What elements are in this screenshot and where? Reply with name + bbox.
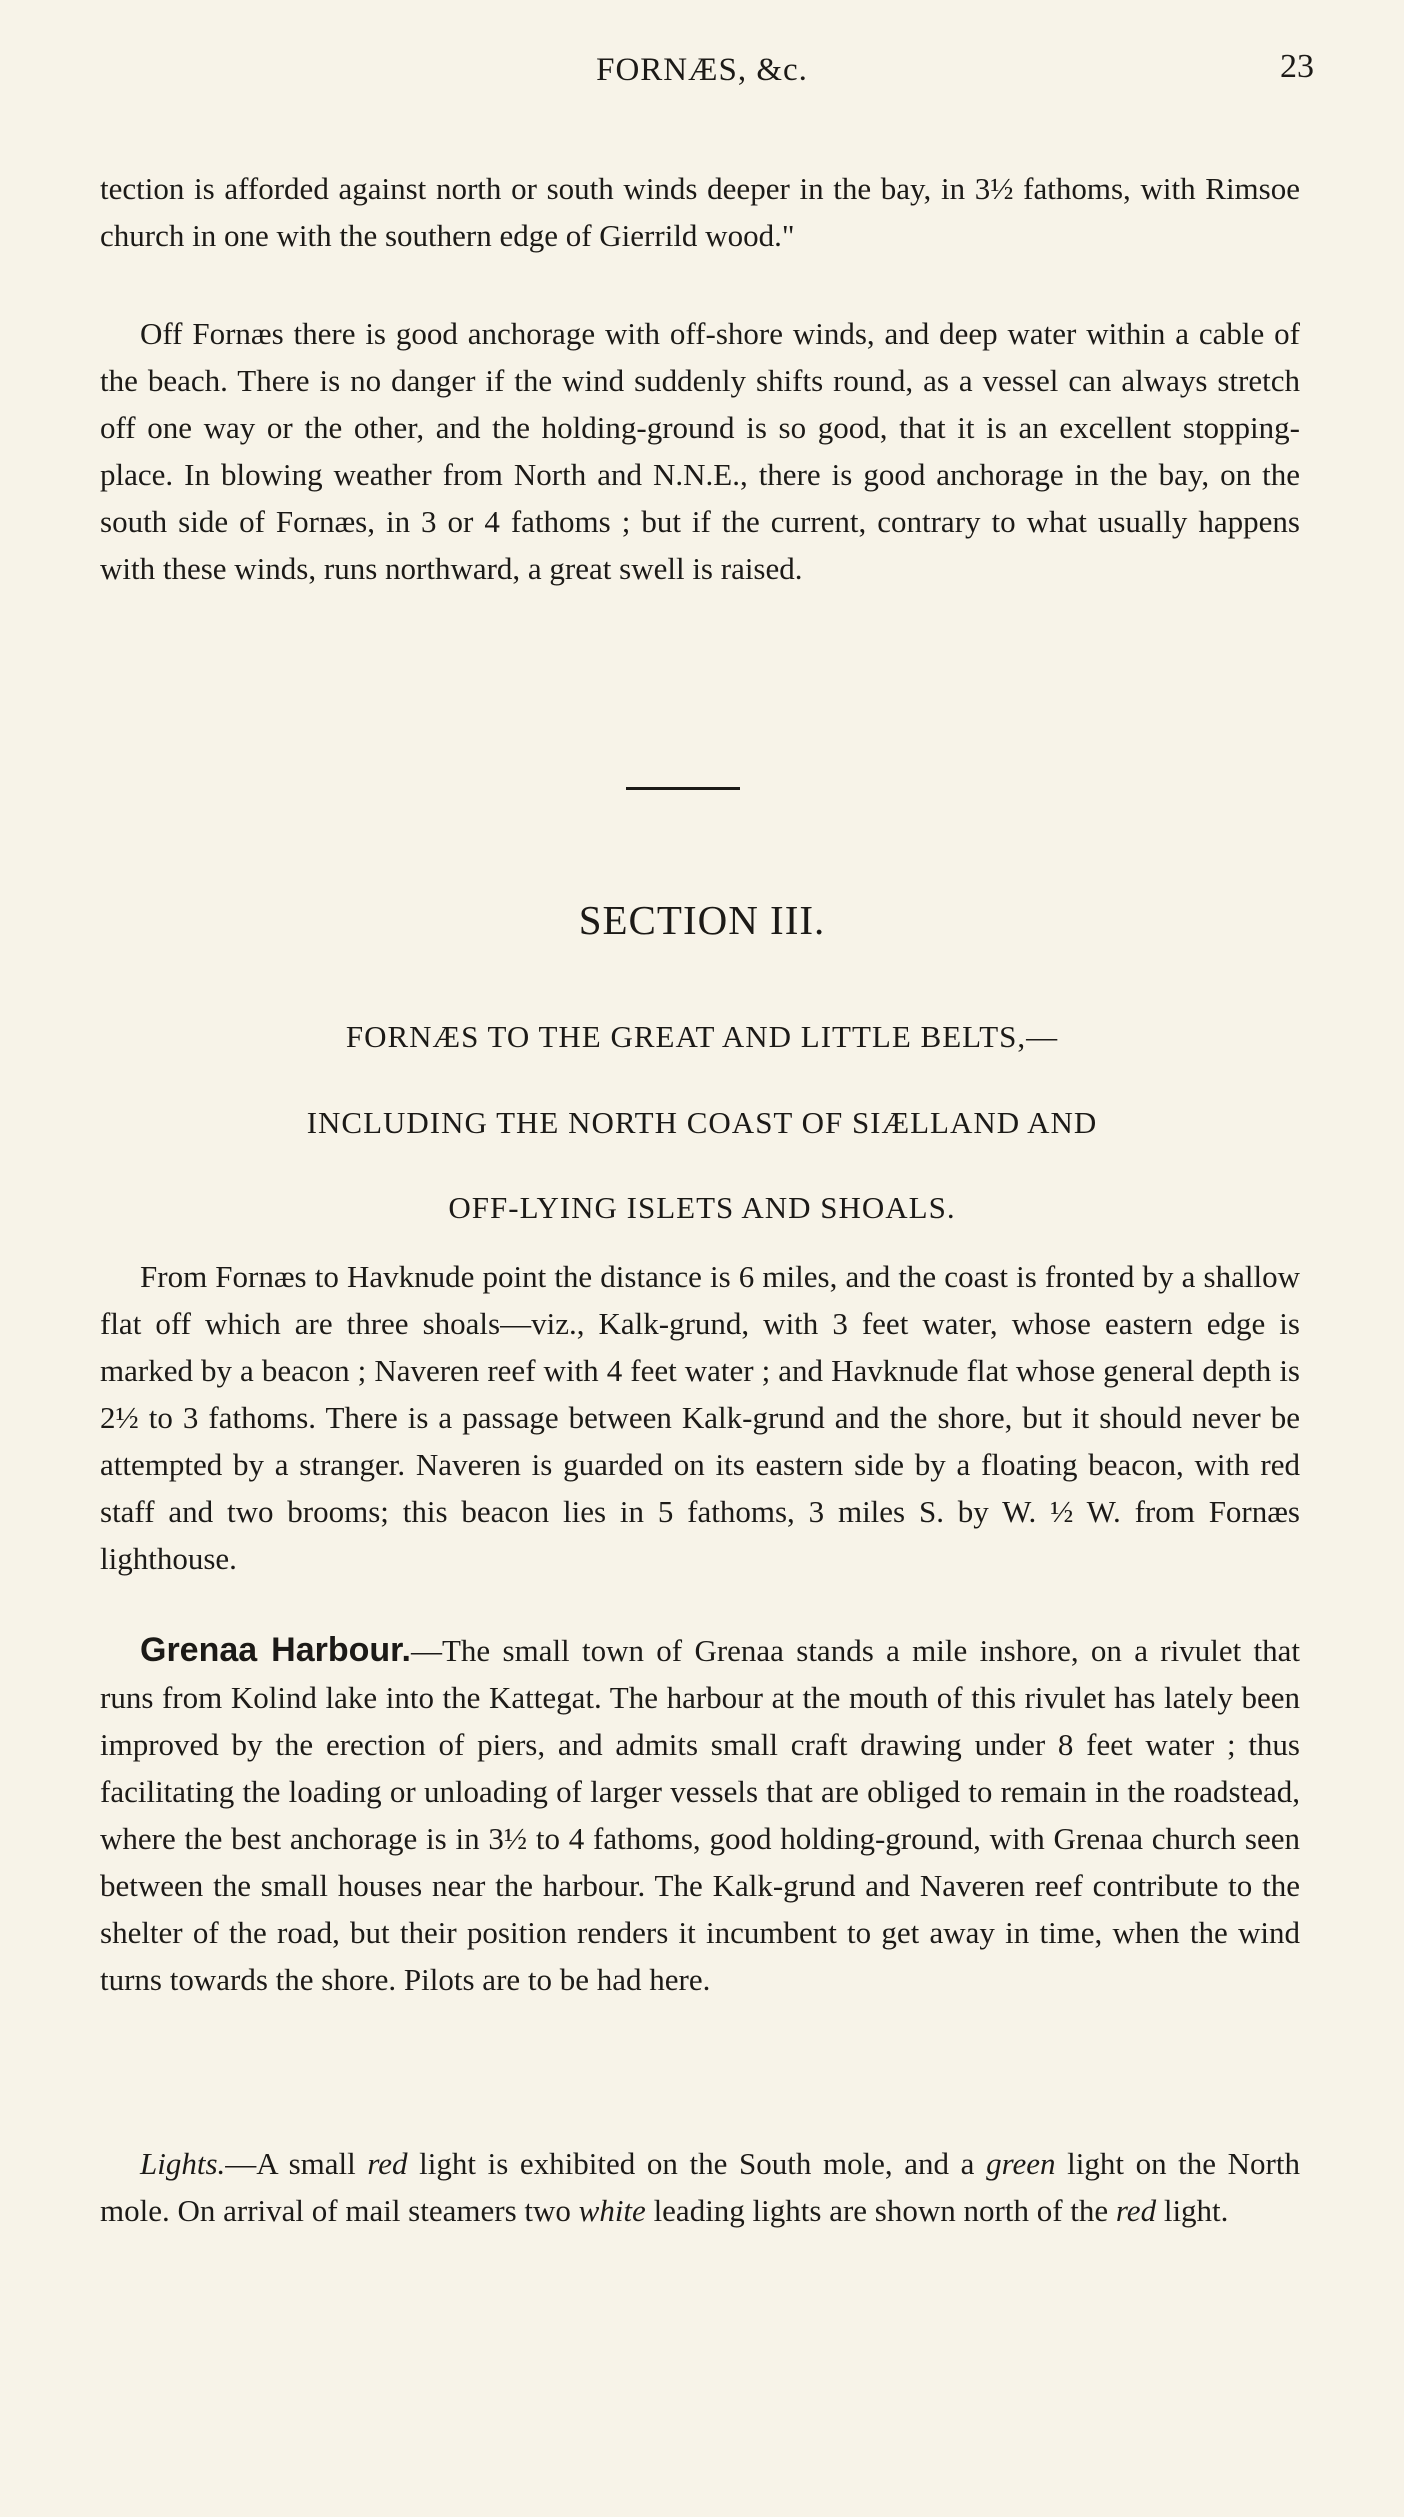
page-number: 23	[1280, 48, 1314, 85]
lights-text: leading lights are shown north of the	[645, 2193, 1116, 2228]
paragraph-text: Off Fornæs there is good anchorage with off-shore winds, and deep water within a cable of the beach. There is no danger if the wind suddenly shifts round, as a vessel can always stretch off one way or the other, and the holding-ground is so good, that it is an excellent stopping-place. In blowing weather from North and N.N.E., there is good anchorage in the bay, on the south side of Fornæs, in 3 or 4 fathoms ; but if the current, contrary to what usually happens with these winds, runs northward, a great swell is raised.	[100, 316, 1300, 586]
section-subtitle-line-1: FORNÆS TO THE GREAT AND LITTLE BELTS,—	[345, 1019, 1059, 1054]
paragraph-text	[100, 2140, 1300, 2234]
lights-text: light.	[1156, 2193, 1229, 2228]
paragraph-continuation	[100, 165, 1300, 259]
lights-red: red	[367, 2146, 408, 2181]
lights-text: —A small	[225, 2146, 368, 2181]
lights-label: Lights.	[140, 2146, 226, 2181]
paragraph-text	[100, 1627, 1300, 2003]
lights-green: green	[986, 2146, 1056, 2181]
lights-red-2: red	[1115, 2193, 1157, 2228]
running-head: FORNÆS, &c.	[596, 52, 808, 88]
paragraph-grenaa-harbour	[100, 1627, 1300, 2003]
section-subtitle-line-3: OFF-LYING ISLETS AND SHOALS.	[448, 1190, 956, 1225]
grenaa-harbour-text: —The small town of Grenaa stands a mile inshore, on a rivulet that runs from Kolind lake into the Kattegat. The harbour at the mouth of this rivulet has lately been improved by the erection of piers, and admits small craft drawing under 8 feet water ; thus facilitating the loading or unloading of larger vessels that are obliged to remain in the roadstead, where the best anchorage is in 3½ to 4 fathoms, good holding-ground, with Grenaa church seen between the small houses near the harbour. The Kalk-grund and Naveren reef contribute to the shelter of the road, but their position renders it incumbent to get away in time, when the wind turns towards the shore. Pilots are to be had here.	[100, 1633, 1301, 1997]
lights-white: white	[578, 2193, 646, 2228]
paragraph-text: tection is afforded against north or south winds deeper in the bay, in 3½ fathoms, with Rimsoe church in one with the southern edge of Gierrild wood."	[100, 171, 1300, 253]
paragraph-lights	[100, 2140, 1300, 2234]
grenaa-harbour-heading: Grenaa Harbour.	[140, 1631, 411, 1669]
section-subtitle-line-2: INCLUDING THE NORTH COAST OF SIÆLLAND AND	[306, 1105, 1098, 1140]
paragraph-off-fornaes	[100, 310, 1300, 592]
paragraph-text: From Fornæs to Havknude point the distance is 6 miles, and the coast is fronted by a shallow flat off which are three shoals—viz., Kalk-grund, with 3 feet water, whose eastern edge is marked by a beacon ; Naveren reef with 4 feet water ; and Havknude flat whose general depth is 2½ to 3 fathoms. There is a passage between Kalk-grund and the shore, but it should never be attempted by a stranger. Naveren is guarded on its eastern side by a floating beacon, with red staff and two brooms; this beacon lies in 5 fathoms, 3 miles S. by W. ½ W. from Fornæs lighthouse.	[100, 1259, 1300, 1576]
section-title: SECTION III.	[578, 897, 826, 943]
paragraph-fornaes-to-havknude	[100, 1253, 1300, 1582]
section-divider	[626, 787, 740, 790]
lights-text: light on the North mole. On arrival of mail steamers two	[100, 2146, 1300, 2228]
lights-text: light is exhibited on the South mole, and a	[407, 2146, 987, 2181]
